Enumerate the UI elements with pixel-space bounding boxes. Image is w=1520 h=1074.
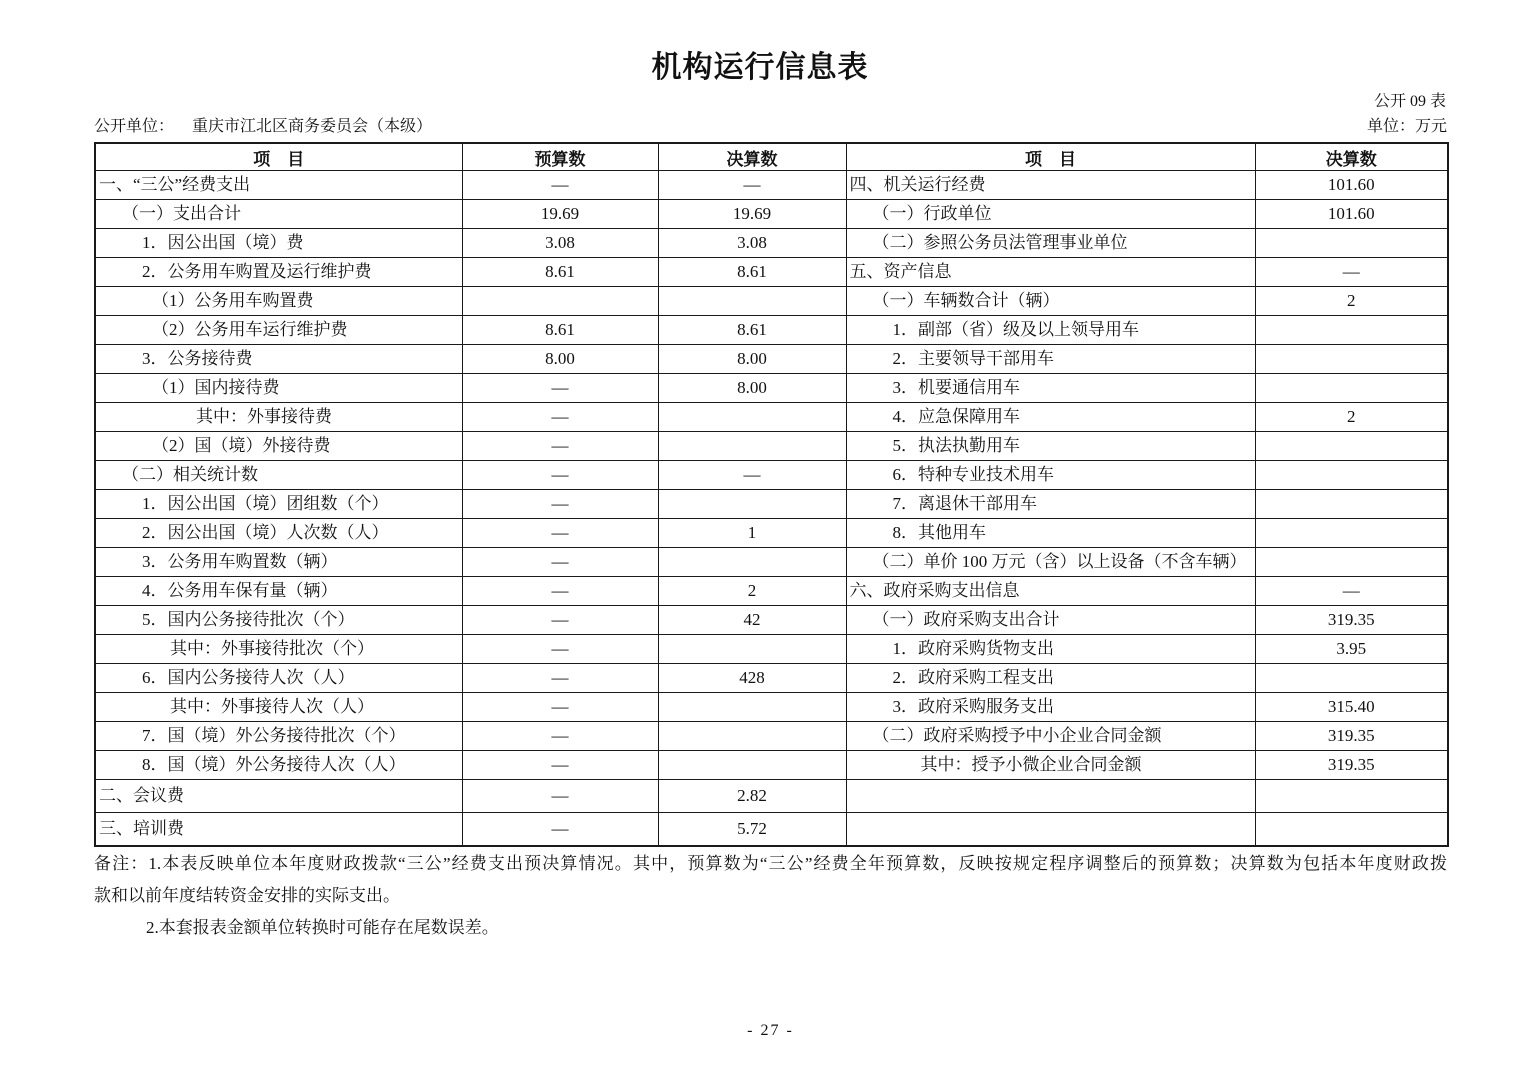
item-cell-left: 1．因公出国（境）团组数（个） xyxy=(95,490,462,519)
final-cell-left: 5.72 xyxy=(658,813,846,847)
item-cell-left: 7．国（境）外公务接待批次（个） xyxy=(95,722,462,751)
final-cell-left xyxy=(658,722,846,751)
budget-cell-left: — xyxy=(462,577,658,606)
table-row xyxy=(95,432,1448,461)
item-cell-left: 一、“三公”经费支出 xyxy=(95,171,462,200)
item-cell-left: 其中：外事接待费 xyxy=(95,403,462,432)
item-cell-left: 4．公务用车保有量（辆） xyxy=(95,577,462,606)
header-item-right: 项 目 xyxy=(846,143,1255,171)
header-item-left: 项 目 xyxy=(95,143,462,171)
note-line-3: 2.本套报表金额单位转换时可能存在尾数误差。 xyxy=(146,918,499,937)
final-cell-right xyxy=(1255,519,1448,548)
final-cell-right xyxy=(1255,316,1448,345)
table-row xyxy=(95,813,1448,847)
item-cell-right: 6．特种专业技术用车 xyxy=(846,461,1255,490)
final-cell-right: 2 xyxy=(1255,287,1448,316)
item-cell-left: （1）公务用车购置费 xyxy=(95,287,462,316)
table-row xyxy=(95,722,1448,751)
budget-cell-left: — xyxy=(462,432,658,461)
final-cell-left: — xyxy=(658,171,846,200)
item-cell-right: 3．机要通信用车 xyxy=(846,374,1255,403)
table-header-row xyxy=(95,143,1448,171)
final-cell-right xyxy=(1255,374,1448,403)
final-cell-right: — xyxy=(1255,577,1448,606)
table-row xyxy=(95,635,1448,664)
item-cell-right: 五、资产信息 xyxy=(846,258,1255,287)
item-cell-right: 7．离退休干部用车 xyxy=(846,490,1255,519)
budget-cell-left: — xyxy=(462,519,658,548)
table-row xyxy=(95,693,1448,722)
final-cell-right: 101.60 xyxy=(1255,200,1448,229)
final-cell-left xyxy=(658,287,846,316)
table-row xyxy=(95,345,1448,374)
table-row xyxy=(95,258,1448,287)
header-final-left: 决算数 xyxy=(658,143,846,171)
final-cell-left xyxy=(658,693,846,722)
final-cell-left: 1 xyxy=(658,519,846,548)
page-title: 机构运行信息表 xyxy=(651,51,869,84)
item-cell-left: 2．公务用车购置及运行维护费 xyxy=(95,258,462,287)
budget-cell-left: — xyxy=(462,635,658,664)
item-cell-right: （一）政府采购支出合计 xyxy=(846,606,1255,635)
item-cell-left: 其中：外事接待人次（人） xyxy=(95,693,462,722)
final-cell-left: 8.00 xyxy=(658,345,846,374)
final-cell-right: — xyxy=(1255,258,1448,287)
disclosing-unit xyxy=(94,113,432,136)
meta-row xyxy=(94,113,1447,136)
item-cell-right: （一）行政单位 xyxy=(846,200,1255,229)
table-row xyxy=(95,316,1448,345)
budget-cell-left: — xyxy=(462,374,658,403)
header-budget: 预算数 xyxy=(462,143,658,171)
budget-cell-left: — xyxy=(462,171,658,200)
item-cell-right: （二）参照公务员法管理事业单位 xyxy=(846,229,1255,258)
budget-cell-left: — xyxy=(462,693,658,722)
header-final-right: 决算数 xyxy=(1255,143,1448,171)
final-cell-right: 319.35 xyxy=(1255,606,1448,635)
table-row xyxy=(95,229,1448,258)
item-cell-right: 六、政府采购支出信息 xyxy=(846,577,1255,606)
item-cell-left: 3．公务接待费 xyxy=(95,345,462,374)
final-cell-right: 3.95 xyxy=(1255,635,1448,664)
item-cell-right: 2．政府采购工程支出 xyxy=(846,664,1255,693)
final-cell-left: 8.00 xyxy=(658,374,846,403)
budget-cell-left: — xyxy=(462,606,658,635)
budget-cell-left: 8.61 xyxy=(462,258,658,287)
item-cell-left: （1）国内接待费 xyxy=(95,374,462,403)
page-number: - 27 - xyxy=(747,1022,794,1039)
table-row xyxy=(95,200,1448,229)
item-cell-left: 二、会议费 xyxy=(95,780,462,813)
final-cell-right xyxy=(1255,432,1448,461)
money-unit: 单位：万元 xyxy=(1366,118,1447,135)
budget-cell-left: 3.08 xyxy=(462,229,658,258)
budget-cell-left: — xyxy=(462,664,658,693)
table-row xyxy=(95,403,1448,432)
item-cell-left: 2．因公出国（境）人次数（人） xyxy=(95,519,462,548)
table-row xyxy=(95,664,1448,693)
final-cell-right xyxy=(1255,461,1448,490)
note-line-1: 备注：1.本表反映单位本年度财政拨款“三公”经费支出预决算情况。其中，预算数为“三公”经费全年预算数，反映按规定程序调整后的预算数；决算数为包括本年度财政拨 xyxy=(94,854,1447,873)
final-cell-right: 2 xyxy=(1255,403,1448,432)
note-line-2: 款和以前年度结转资金安排的实际支出。 xyxy=(94,886,400,905)
final-cell-right xyxy=(1255,490,1448,519)
item-cell-right: （二）单价 100 万元（含）以上设备（不含车辆） xyxy=(846,548,1255,577)
final-cell-left xyxy=(658,635,846,664)
item-cell-left: （2）公务用车运行维护费 xyxy=(95,316,462,345)
table-code: 公开 09 表 xyxy=(1373,93,1446,110)
item-cell-left: （2）国（境）外接待费 xyxy=(95,432,462,461)
final-cell-right xyxy=(1255,548,1448,577)
item-cell-right: 5．执法执勤用车 xyxy=(846,432,1255,461)
final-cell-right: 315.40 xyxy=(1255,693,1448,722)
item-cell-right: 1．政府采购货物支出 xyxy=(846,635,1255,664)
item-cell-right: 8．其他用车 xyxy=(846,519,1255,548)
item-cell-right: （一）车辆数合计（辆） xyxy=(846,287,1255,316)
final-cell-left: 2.82 xyxy=(658,780,846,813)
disclosing-unit-label: 公开单位： xyxy=(94,118,175,135)
budget-cell-left: 19.69 xyxy=(462,200,658,229)
final-cell-left: 3.08 xyxy=(658,229,846,258)
table-row xyxy=(95,751,1448,780)
budget-cell-left: — xyxy=(462,751,658,780)
table-row xyxy=(95,461,1448,490)
final-cell-left: 8.61 xyxy=(658,316,846,345)
item-cell-right: 4．应急保障用车 xyxy=(846,403,1255,432)
table-row xyxy=(95,287,1448,316)
final-cell-left xyxy=(658,490,846,519)
item-cell-right: （二）政府采购授予中小企业合同金额 xyxy=(846,722,1255,751)
table-row xyxy=(95,490,1448,519)
item-cell-left: 3．公务用车购置数（辆） xyxy=(95,548,462,577)
footnotes xyxy=(94,848,1447,944)
final-cell-right xyxy=(1255,664,1448,693)
item-cell-left: （二）相关统计数 xyxy=(95,461,462,490)
final-cell-left xyxy=(658,751,846,780)
item-cell-left: 8．国（境）外公务接待人次（人） xyxy=(95,751,462,780)
item-cell-left: 5．国内公务接待批次（个） xyxy=(95,606,462,635)
operation-info-table xyxy=(94,142,1449,847)
table-row xyxy=(95,374,1448,403)
table-row xyxy=(95,577,1448,606)
item-cell-right xyxy=(846,813,1255,847)
final-cell-right: 101.60 xyxy=(1255,171,1448,200)
budget-cell-left: — xyxy=(462,490,658,519)
budget-cell-left: 8.61 xyxy=(462,316,658,345)
item-cell-right: 其中：授予小微企业合同金额 xyxy=(846,751,1255,780)
table-row xyxy=(95,780,1448,813)
table-row xyxy=(95,606,1448,635)
final-cell-right xyxy=(1255,780,1448,813)
item-cell-left: （一）支出合计 xyxy=(95,200,462,229)
budget-cell-left: — xyxy=(462,780,658,813)
final-cell-left xyxy=(658,432,846,461)
final-cell-left: — xyxy=(658,461,846,490)
final-cell-left: 19.69 xyxy=(658,200,846,229)
final-cell-right xyxy=(1255,345,1448,374)
final-cell-left xyxy=(658,403,846,432)
table-row xyxy=(95,519,1448,548)
budget-cell-left: — xyxy=(462,461,658,490)
item-cell-left: 三、培训费 xyxy=(95,813,462,847)
final-cell-right: 319.35 xyxy=(1255,751,1448,780)
table-row xyxy=(95,548,1448,577)
final-cell-right xyxy=(1255,813,1448,847)
budget-cell-left: — xyxy=(462,813,658,847)
item-cell-right xyxy=(846,780,1255,813)
final-cell-left xyxy=(658,548,846,577)
item-cell-right: 2．主要领导干部用车 xyxy=(846,345,1255,374)
item-cell-right: 3．政府采购服务支出 xyxy=(846,693,1255,722)
final-cell-right: 319.35 xyxy=(1255,722,1448,751)
budget-cell-left xyxy=(462,287,658,316)
budget-cell-left: — xyxy=(462,548,658,577)
budget-cell-left: 8.00 xyxy=(462,345,658,374)
final-cell-right xyxy=(1255,229,1448,258)
item-cell-left: 其中：外事接待批次（个） xyxy=(95,635,462,664)
disclosing-unit-name: 重庆市江北区商务委员会（本级） xyxy=(192,118,433,135)
budget-cell-left: — xyxy=(462,722,658,751)
item-cell-right: 四、机关运行经费 xyxy=(846,171,1255,200)
final-cell-left: 428 xyxy=(658,664,846,693)
item-cell-right: 1．副部（省）级及以上领导用车 xyxy=(846,316,1255,345)
final-cell-left: 42 xyxy=(658,606,846,635)
final-cell-left: 2 xyxy=(658,577,846,606)
item-cell-left: 1．因公出国（境）费 xyxy=(95,229,462,258)
item-cell-left: 6．国内公务接待人次（人） xyxy=(95,664,462,693)
budget-cell-left: — xyxy=(462,403,658,432)
table-row xyxy=(95,171,1448,200)
final-cell-left: 8.61 xyxy=(658,258,846,287)
